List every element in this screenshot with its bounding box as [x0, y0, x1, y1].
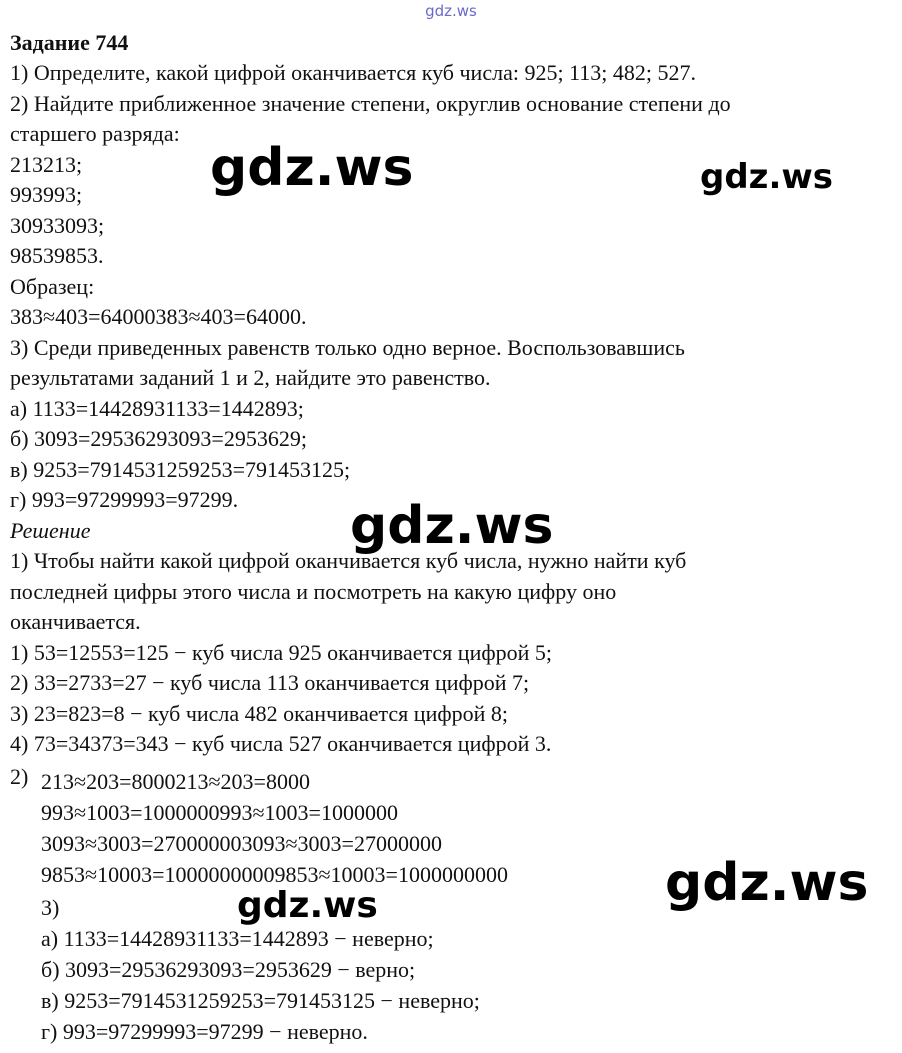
task-line: старшего разряда:: [10, 121, 180, 146]
task-line: 383≈403=64000383≈403=64000.: [10, 304, 307, 329]
task-line: г) 993=97299993=97299.: [10, 487, 239, 512]
task-line: результатами заданий 1 и 2, найдите это равенство.: [10, 365, 491, 390]
solution-line: оканчивается.: [10, 609, 141, 634]
part3-label: 3): [41, 895, 60, 920]
watermark: gdz.ws: [700, 157, 834, 197]
part2-label: 2): [10, 764, 29, 789]
top-watermark: gdz.ws: [425, 2, 477, 20]
solution-heading: Решение: [10, 518, 91, 543]
task-line: б) 3093=29536293093=2953629;: [10, 426, 307, 451]
part2-line: 213≈203=8000213≈203=8000: [41, 769, 310, 794]
part2-line: 993≈1003=1000000993≈1003=1000000: [41, 800, 398, 825]
solution-line: 3) 23=823=8 − куб числа 482 оканчивается цифрой 8;: [10, 701, 508, 726]
task-line: 993993;: [10, 182, 83, 207]
solution-line: 4) 73=34373=343 − куб числа 527 оканчивается цифрой 3.: [10, 731, 552, 756]
part3-line: в) 9253=7914531259253=791453125 − неверно;: [41, 988, 480, 1013]
task-line: 2) Найдите приближенное значение степени, округлив основание степени до: [10, 91, 731, 116]
watermark: gdz.ws: [237, 885, 378, 926]
task-line: 1) Определите, какой цифрой оканчивается куб числа: 925; 113; 482; 527.: [10, 60, 696, 85]
task-line: в) 9253=7914531259253=791453125;: [10, 457, 351, 482]
solution-line: 2) 33=2733=27 − куб числа 113 оканчивается цифрой 7;: [10, 670, 530, 695]
part3-line: б) 3093=29536293093=2953629 − верно;: [41, 957, 416, 982]
task-line: 213213;: [10, 152, 83, 177]
task-line: 3) Среди приведенных равенств только одно верное. Воспользовавшись: [10, 335, 685, 360]
solution-line: 1) Чтобы найти какой цифрой оканчивается куб числа, нужно найти куб: [10, 548, 687, 573]
part3-line: г) 993=97299993=97299 − неверно.: [41, 1019, 368, 1044]
task-line: Образец:: [10, 274, 95, 299]
task-title: Задание 744: [10, 30, 129, 55]
part3-line: а) 1133=14428931133=1442893 − неверно;: [41, 926, 434, 951]
watermark: gdz.ws: [665, 853, 869, 913]
task-line: 98539853.: [10, 243, 104, 268]
watermark: gdz.ws: [210, 138, 414, 198]
solution-line: 1) 53=12553=125 − куб числа 925 оканчивается цифрой 5;: [10, 640, 552, 665]
solution-line: последней цифры этого числа и посмотреть на какую цифру оно: [10, 579, 617, 604]
part2-line: 9853≈10003=10000000009853≈10003=1000000000: [41, 862, 508, 887]
part2-line: 3093≈3003=270000003093≈3003=27000000: [41, 831, 442, 856]
task-line: а) 1133=14428931133=1442893;: [10, 396, 304, 421]
task-line: 30933093;: [10, 213, 105, 238]
watermark: gdz.ws: [350, 496, 554, 556]
